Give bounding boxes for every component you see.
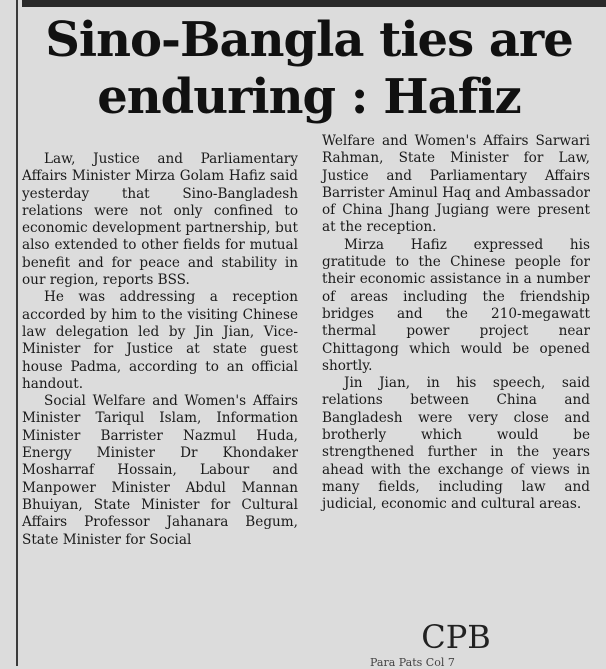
paragraph-3: Social Welfare and Women's Affairs Minister Tariqul Islam, Information Minister Barrister Nazmul Huda, Energy Minister Dr Khondaker Mosharraf Hossain, Labour and Manpower Minister Abdul Mannan Bhuiyan, State Minister for Cultural Affairs Professor Jahanara Begum, State Minister for Social: [22, 393, 298, 548]
credit-subline: Para Pats Col 7: [370, 656, 455, 669]
paragraph-continuation: Welfare and Women's Affairs Sarwari Rahman, State Minister for Law, Justice and Parliamentary Affairs Barrister Aminul Haq and Ambassador of China Jhang Jugiang were present at the reception.: [322, 133, 590, 236]
article-column-2: [322, 133, 590, 514]
paragraph-1: Law, Justice and Parliamentary Affairs Minister Mirza Golam Hafiz said yesterday that Sino-Bangladesh relations were not only confined to economic development partnership, but also extended to other fields for mutual benefit and for peace and stability in our region, reports BSS.: [22, 151, 298, 289]
credit-mark: CPB: [421, 618, 491, 656]
article-column-1: [22, 151, 298, 549]
column-rule: [16, 0, 18, 666]
paragraph-5: Jin Jian, in his speech, said relations between China and Bangladesh were very close and brotherly which would be strengthened further in the years ahead with the exchange of views in many fields, including law and judicial, economic and cultural areas.: [322, 375, 590, 513]
paragraph-4: Mirza Hafiz expressed his gratitude to the Chinese people for their economic assistance in a number of areas including the friendship bridges and the 210-megawatt thermal power project near Chittagong which would be opened shortly.: [322, 236, 590, 374]
paragraph-2: He was addressing a reception accorded by him to the visiting Chinese law delegation led by Jin Jian, Vice-Minister for Justice at state guest house Padma, according to an official handout.: [22, 289, 298, 392]
top-rule: [22, 0, 606, 7]
headline: Sino-Bangla ties are enduring : Hafiz: [45, 12, 573, 125]
